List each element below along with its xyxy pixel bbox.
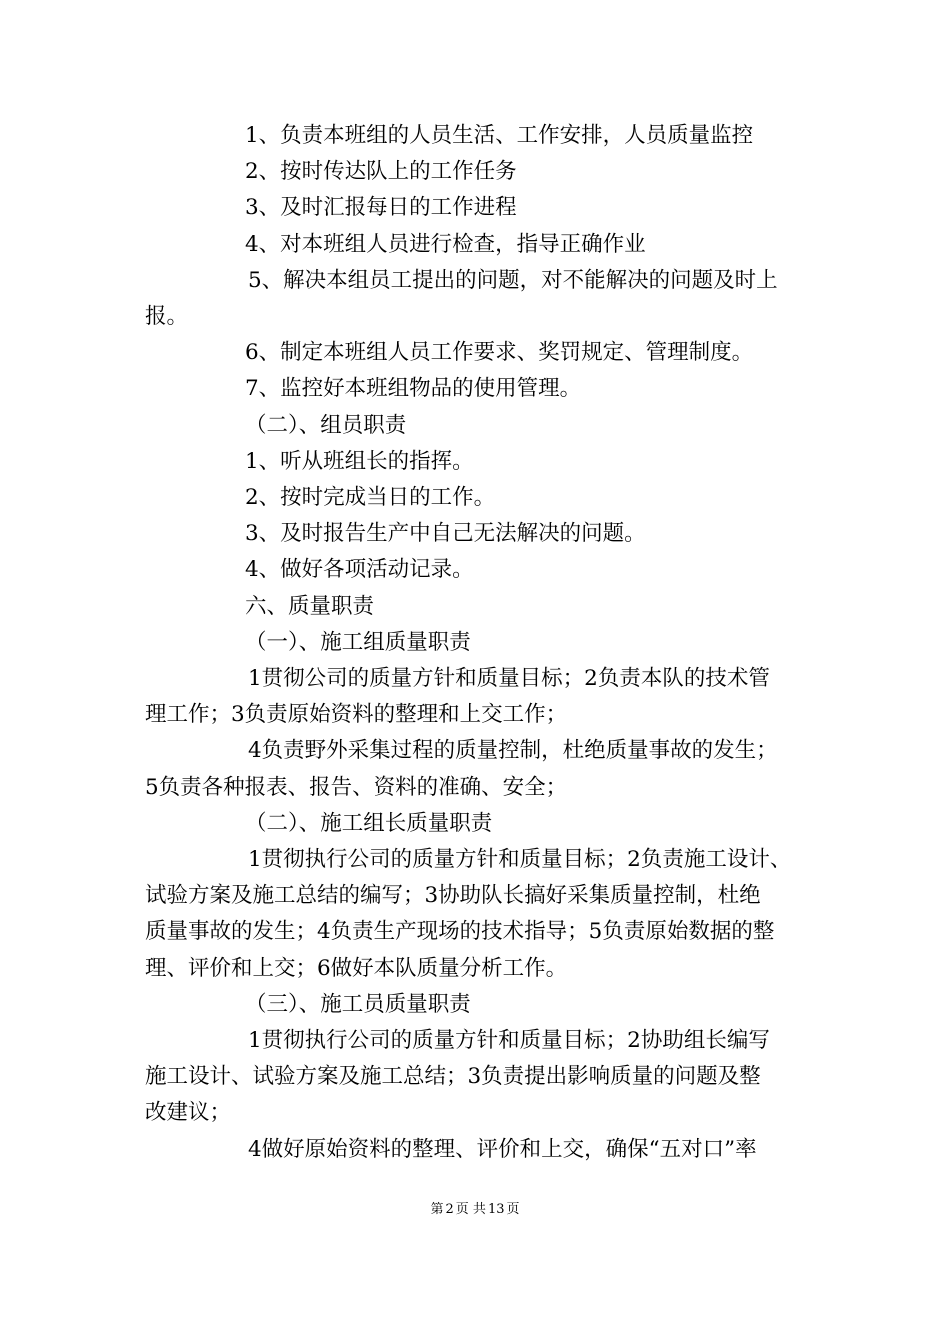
text-line: 7、监控好本班组物品的使用管理。 [245, 376, 582, 402]
footer-suffix: 页 [506, 1202, 520, 1217]
text-line: 施工设计、试验方案及施工总结；3负责提出影响质量的问题及整 [145, 1064, 761, 1090]
text-line: 3、及时报告生产中自己无法解决的问题。 [245, 521, 646, 547]
text-line: 质量事故的发生；4负责生产现场的技术指导；5负责原始数据的整 [145, 919, 775, 945]
footer-prefix: 第 [430, 1202, 444, 1217]
text-line: 1贯彻执行公司的质量方针和质量目标；2负责施工设计、 [248, 847, 792, 873]
text-line: 试验方案及施工总结的编写；3协助队长搞好采集质量控制，杜绝 [145, 883, 761, 909]
footer-middle: 页 共 [455, 1202, 486, 1217]
text-line: 4负责野外采集过程的质量控制，杜绝质量事故的发生； [248, 738, 778, 764]
text-line: 1、负责本班组的人员生活、工作安排，人员质量监控 [245, 123, 754, 148]
text-line: 4、做好各项活动记录。 [245, 557, 474, 583]
footer-page-number: 2 [445, 1202, 454, 1217]
section-heading: （二）、施工组长质量职责 [245, 810, 493, 836]
text-line: 3、及时汇报每日的工作进程 [245, 195, 517, 221]
text-line: 5、解决本组员工提出的问题，对不能解决的问题及时上 [248, 267, 778, 293]
text-line: 1贯彻公司的质量方针和质量目标；2负责本队的技术管 [248, 666, 770, 692]
text-line: 理、评价和上交；6做好本队质量分析工作。 [145, 955, 568, 981]
text-line: 5负责各种报表、报告、资料的准确、安全； [145, 774, 568, 800]
section-heading: 六、质量职责 [245, 593, 375, 619]
text-line: 4做好原始资料的整理、评价和上交，确保“五对口”率 [248, 1136, 757, 1162]
text-line: 6、制定本班组人员工作要求、奖罚规定、管理制度。 [245, 340, 754, 366]
section-heading: （一）、施工组质量职责 [245, 629, 471, 655]
section-heading: （二）、组员职责 [245, 412, 407, 438]
section-heading: （三）、施工员质量职责 [245, 991, 471, 1017]
text-line: 4、对本班组人员进行检查，指导正确作业 [245, 231, 646, 257]
text-line: 报。 [145, 304, 189, 330]
text-line: 2、按时完成当日的工作。 [245, 485, 496, 511]
document-body [145, 118, 810, 1168]
page-footer [0, 1201, 950, 1219]
footer-total-pages: 13 [487, 1202, 505, 1217]
text-line: 1、听从班组长的指挥。 [245, 448, 474, 474]
text-line: 2、按时传达队上的工作任务 [245, 159, 517, 185]
text-line: 改建议； [145, 1100, 232, 1126]
text-line: 理工作；3负责原始资料的整理和上交工作； [145, 702, 568, 728]
text-line: 1贯彻执行公司的质量方针和质量目标；2协助组长编写 [248, 1028, 770, 1054]
